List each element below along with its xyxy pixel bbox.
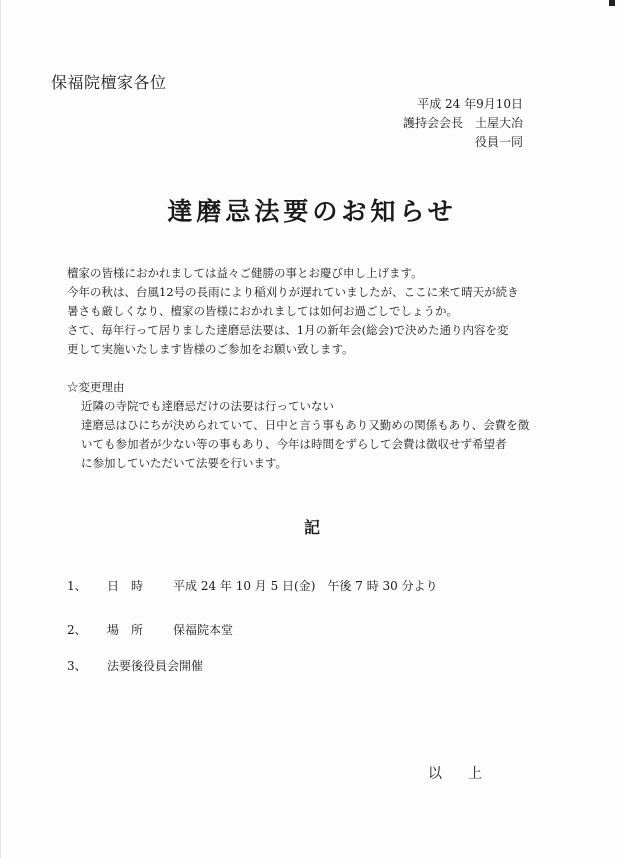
item-label: 法要後役員会開催 (107, 659, 204, 673)
reason-heading: ☆変更理由 (67, 380, 125, 394)
body-line: 暑さも厳しくなり、檀家の皆様におかれましては如何お過ごしでしょうか。 (67, 304, 458, 318)
item-value: 平成 24 年 10 月 5 日(金) 午後 7 時 30 分より (173, 579, 438, 593)
reason-line: いても参加者が少ない等の事もあり、今年は時間をずらして会費は徴収せず希望者 (81, 437, 507, 451)
closing: 以 上 (428, 766, 488, 782)
body-line: さて、毎年行って居りました達磨忌法要は、1月の新年会(総会)で決めた通り内容を変 (67, 323, 509, 337)
reason-line: 近隣の寺院でも達磨忌だけの法要は行っていない (81, 399, 334, 413)
body-line: 檀家の皆様におかれましては益々ご健勝の事とお慶び申し上げます。 (67, 266, 423, 280)
item-number: 3、 (67, 659, 87, 673)
body-line: 今年の秋は、台風12号の長雨により稲刈りが遅れていましたが、ここに来て晴天が続き (67, 285, 519, 299)
reason-line: に参加していただいて法要を行います。 (81, 456, 288, 470)
addressee: 保福院檀家各位 (51, 73, 167, 92)
scan-mark (609, 0, 615, 6)
sender: 護持会会長 土屋大冶 (402, 116, 523, 130)
date: 平成 24 年9月10日 (417, 97, 523, 111)
staff: 役員一同 (474, 135, 523, 149)
reason-line: 達磨忌はひにちが決められていて、日中と言う事もあり又勤めの関係もあり、会費を徴 (81, 418, 530, 432)
document-title: 達磨忌法要のお知らせ (167, 197, 457, 226)
item-number: 1、 (67, 579, 87, 593)
body-line: 更して実施いたします皆様のご参加をお願い致します。 (67, 342, 354, 356)
meta-block (403, 95, 523, 152)
reason-section (67, 378, 557, 473)
item-value: 保福院本堂 (173, 623, 234, 637)
ki-heading: 記 (303, 518, 320, 537)
item-number: 2、 (67, 623, 87, 637)
item-label: 場 所 (107, 623, 144, 637)
item-label: 日 時 (107, 579, 144, 593)
body-text (67, 264, 557, 359)
